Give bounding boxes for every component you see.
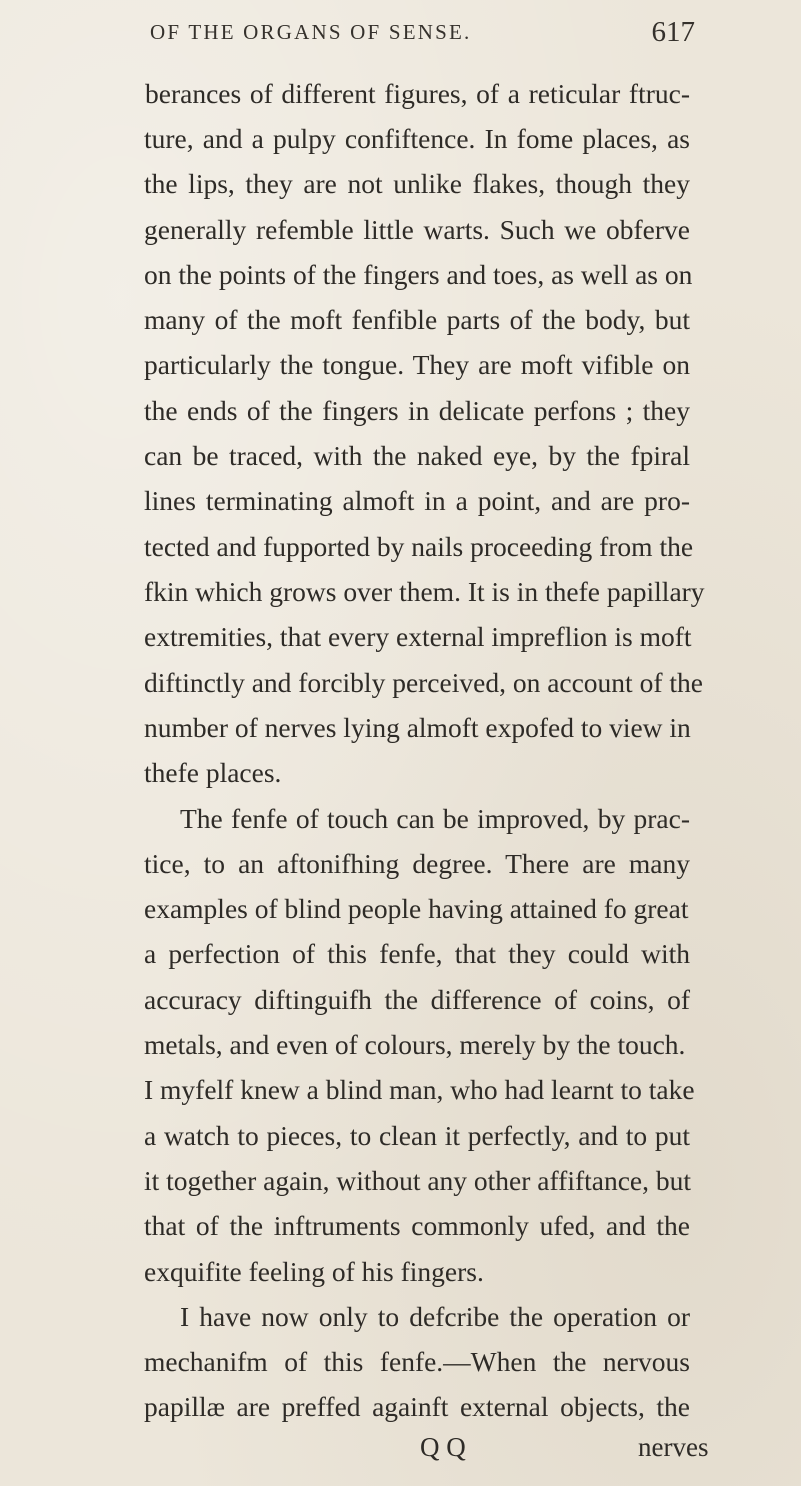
catchword: nerves xyxy=(638,1432,709,1462)
text-line-1: berances of different figures, of a reticular ftruc- xyxy=(145,78,690,109)
text-line-21: accuracy diftinguifh the difference of coins, of xyxy=(144,984,690,1015)
text-line-14: diftinctly and forcibly perceived, on account of the xyxy=(144,667,703,698)
text-line-19: examples of blind people having attained fo great xyxy=(144,893,689,924)
text-line-24: a watch to pieces, to clean it perfectly, and to put xyxy=(144,1120,690,1151)
text-line-27: exquifite feeling of his fingers. xyxy=(144,1256,484,1287)
text-line-30: papillæ are preffed againft external objects, the xyxy=(144,1391,690,1422)
text-line-3: the lips, they are not unlike flakes, though they xyxy=(144,168,690,199)
text-line-12: fkin which grows over them. It is in thefe papillary xyxy=(144,576,705,607)
text-line-9: can be traced, with the naked eye, by the fpiral xyxy=(144,440,690,471)
page-number: 617 xyxy=(651,16,695,48)
text-line-16: thefe places. xyxy=(144,757,282,788)
text-line-2: ture, and a pulpy confiftence. In fome places, as xyxy=(144,123,690,154)
running-title: OF THE ORGANS OF SENSE. xyxy=(150,20,472,44)
text-line-6: many of the moft fenfible parts of the body, but xyxy=(144,304,690,335)
text-line-18: tice, to an aftonifhing degree. There are many xyxy=(144,848,690,879)
text-line-11: tected and fupported by nails proceeding from the xyxy=(144,531,694,562)
text-line-17: The fenfe of touch can be improved, by prac- xyxy=(180,803,690,834)
text-line-22: metals, and even of colours, merely by the touch. xyxy=(144,1029,686,1060)
text-line-23: I myfelf knew a blind man, who had learnt to take xyxy=(144,1074,695,1105)
text-line-5: on the points of the fingers and toes, as well as on xyxy=(144,259,693,290)
signature-mark: Q Q xyxy=(420,1432,466,1462)
text-line-26: that of the inftruments commonly ufed, and the xyxy=(144,1210,690,1241)
text-line-10: lines terminating almoft in a point, and are pro- xyxy=(144,485,690,516)
text-line-8: the ends of the fingers in delicate perfons ; they xyxy=(144,395,690,426)
text-line-28: I have now only to defcribe the operation or xyxy=(180,1301,690,1332)
text-line-29: mechanifm of this fenfe.—When the nervous xyxy=(144,1346,690,1377)
text-line-20: a perfection of this fenfe, that they could with xyxy=(144,938,690,969)
text-line-4: generally refemble little warts. Such we obferve xyxy=(144,214,690,245)
text-line-7: particularly the tongue. They are moft vifible on xyxy=(144,349,690,380)
text-line-25: it together again, without any other affiftance, but xyxy=(144,1165,692,1196)
text-line-13: extremities, that every external impreflion is moft xyxy=(144,621,692,652)
text-line-15: number of nerves lying almoft expofed to view in xyxy=(144,712,691,743)
